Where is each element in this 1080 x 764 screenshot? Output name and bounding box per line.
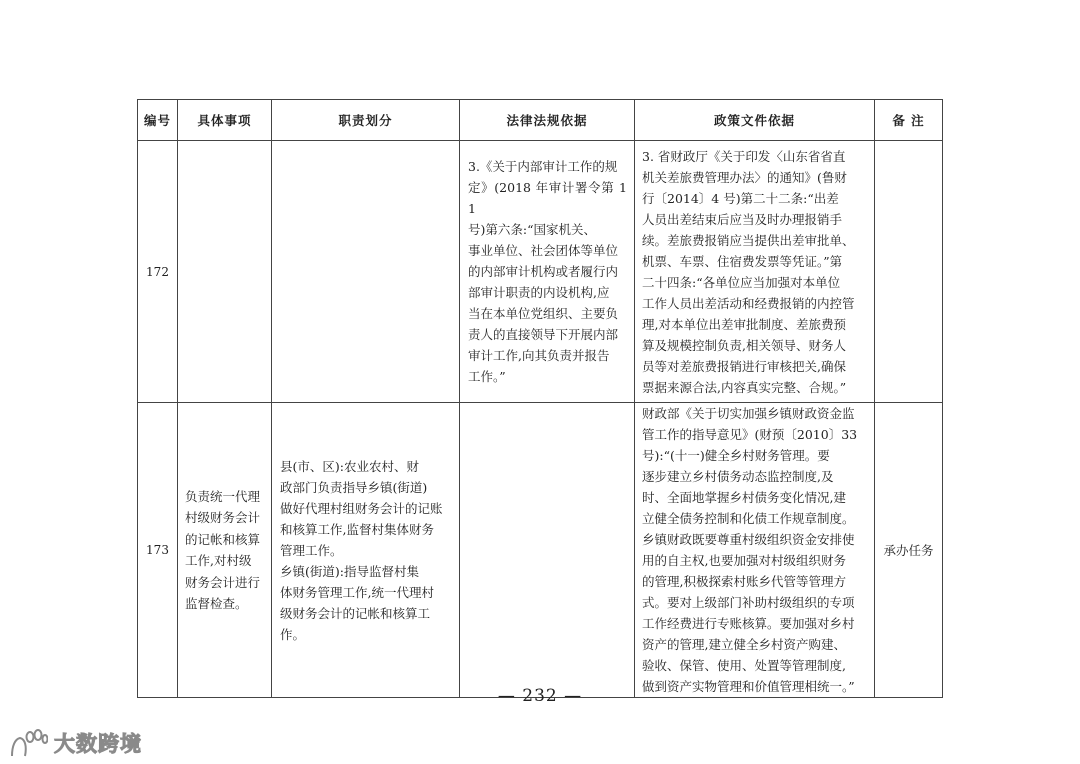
duty-cell: [272, 141, 460, 403]
duty-text: 县(市、区):农业农村、财 政部门负责指导乡镇(街道) 做好代理村组财务会计的记账 和核算工作,监督村集体财务 管理工作。 乡镇(街道):指导监督村集 体财务管理工作,统一代理村 级财务会计的记帐和核算工 作。: [280, 458, 443, 642]
header-item: 具体事项: [178, 100, 272, 141]
row-number: 172: [138, 141, 178, 403]
law-cell: [460, 403, 635, 698]
header-note: 备 注: [875, 100, 943, 141]
header-duty: 职责划分: [272, 100, 460, 141]
policy-text: 3. 省财政厅《关于印发〈山东省省直 机关差旅费管理办法〉的通知》(鲁财 行〔2014〕4 号)第二十二条:“出差 人员出差结束后应当及时办理报销手 续。差旅费报销应当提供出差审批单、 机票、车票、住宿费发票等凭证。”第 二十四条:“各单位应当加强对本单位 工作人员出差活动和经费报销的内控管 理,对本单位出差审批制度、差旅费预 算及规模控制负责,相关领导、财务人 员等对差旅费报销进行审核把关,确保 票据来源合法,内容真实完整、合规。”: [642, 148, 855, 395]
table-row: [138, 141, 943, 403]
table-row: [138, 403, 943, 698]
header-number: 编号: [138, 100, 178, 141]
law-text: 3.《关于内部审计工作的规 定》(2018 年审计署令第 11 号)第六条:“国家机关、 事业单位、社会团体等单位 的内部审计机构或者履行内 部审计职责的内设机构,应 当在本单位党组织、主要负 责人的直接领导下开展内部 审计工作,向其负责并报告 工作。”: [468, 159, 627, 384]
page-number: — 232 —: [497, 686, 583, 706]
duty-cell: [272, 403, 460, 698]
policy-table: [137, 99, 943, 698]
row-number: 173: [138, 403, 178, 698]
note-cell: [875, 141, 943, 403]
item-text: 负责统一代理 村级财务会计 的记帐和核算 工作,对村级 财务会计进行 监督检查。: [185, 488, 261, 611]
table-header-row: [138, 100, 943, 141]
policy-cell: [635, 403, 875, 698]
watermark: [8, 727, 142, 759]
item-cell: [178, 141, 272, 403]
note-cell: 承办任务: [875, 403, 943, 698]
header-policy: 政策文件依据: [635, 100, 875, 141]
paw-logo-icon: [8, 728, 48, 758]
item-cell: [178, 403, 272, 698]
policy-cell: [635, 141, 875, 403]
header-law: 法律法规依据: [460, 100, 635, 141]
law-cell: [460, 141, 635, 403]
watermark-text: 大数跨境: [54, 732, 142, 756]
policy-text: 财政部《关于切实加强乡镇财政资金监 管工作的指导意见》(财预〔2010〕33 号):“(十一)健全乡村财务管理。要 逐步建立乡村债务动态监控制度,及 时、全面地掌握乡村债务变化情况,建 立健全债务控制和化债工作规章制度。 乡镇财政既要尊重村级组织资金安排使 用的自主权,也要加强对村级组织财务 的管理,积极探索村账乡代管等管理方 式。要对上级部门补助村级组织的专项 工作经费进行专账核算。要加强对乡村 资产的管理,建立健全乡村资产购建、 验收、保管、使用、处置等管理制度, 做到资产实物管理和价值管理相统一。”: [642, 406, 858, 694]
